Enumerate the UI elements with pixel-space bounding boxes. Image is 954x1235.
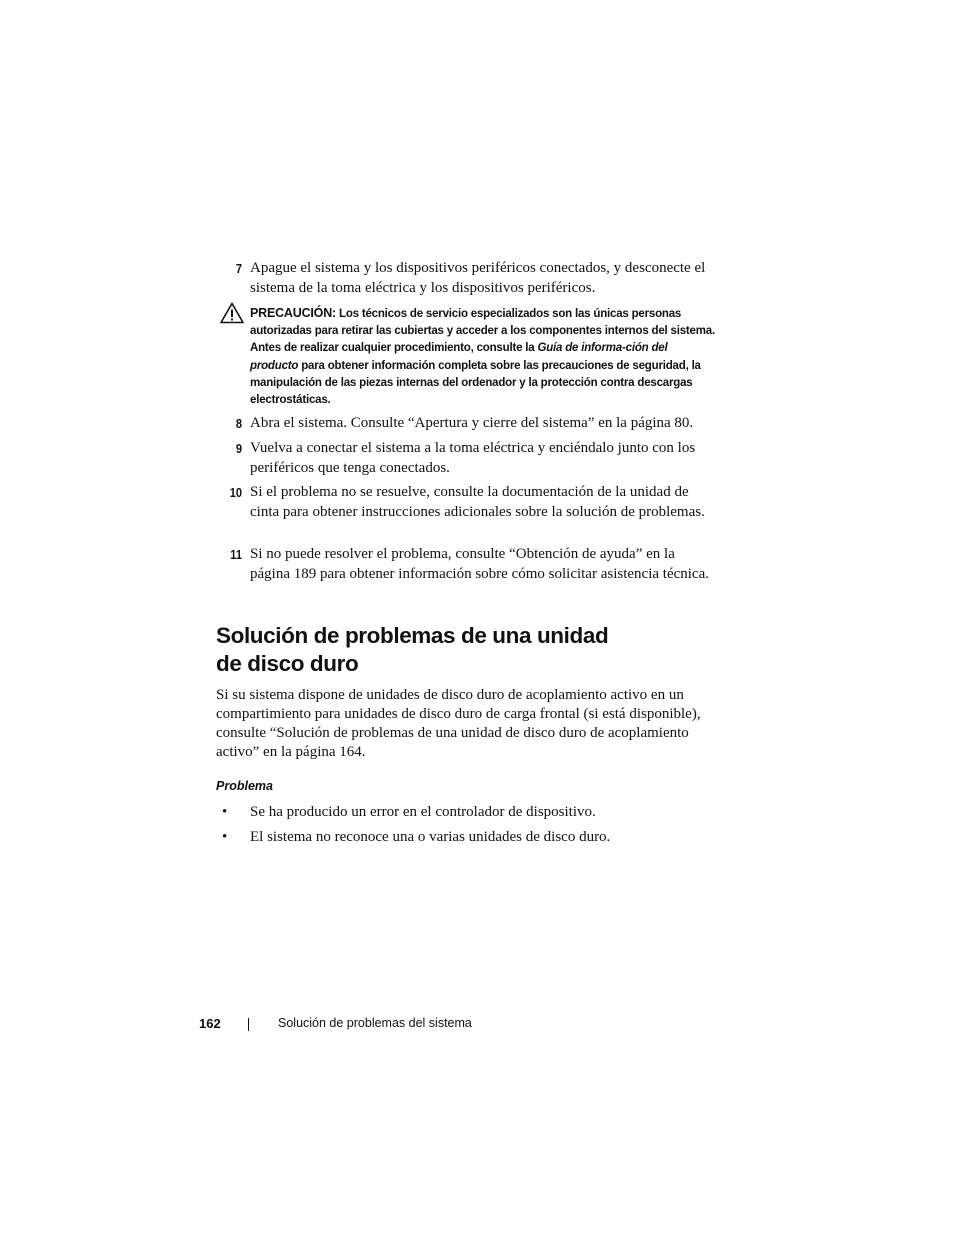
step-text: Si el problema no se resuelve, consulte la documentación de la unidad de cinta para obtener instrucciones adicionales sobre la solución de problemas.	[250, 484, 705, 520]
bullet-text: El sistema no reconoce una o varias unidades de disco duro.	[250, 829, 611, 845]
page-number: 162	[199, 1016, 221, 1031]
step-number: 7	[235, 261, 242, 276]
caution-text-after: para obtener información completa sobre las precauciones de seguridad, la manipulación de las piezas internas del ordenador y la protección contra descargas electrostáticas.	[250, 359, 701, 407]
caution-label: PRECAUCIÓN:	[250, 306, 336, 320]
step-11	[216, 545, 716, 584]
section-heading	[216, 622, 716, 678]
step-number: 10	[229, 485, 242, 500]
step-number: 9	[235, 441, 242, 456]
step-text: Apague el sistema y los dispositivos periféricos conectados, y desconecte el sistema de la toma eléctrica y los dispositivos periféricos.	[250, 260, 706, 296]
section-heading-line-1: Solución de problemas de una unidad	[216, 623, 609, 648]
step-7	[216, 259, 716, 298]
step-10	[216, 483, 716, 522]
section-heading-line-2: de disco duro	[216, 651, 359, 676]
bullet-dot: •	[222, 829, 228, 845]
step-number: 8	[235, 416, 242, 431]
step-text: Abra el sistema. Consulte “Apertura y cierre del sistema” en la página 80.	[250, 415, 694, 431]
step-8	[216, 414, 716, 434]
step-text: Vuelva a conectar el sistema a la toma eléctrica y enciéndalo junto con los periféricos que tenga conectados.	[250, 440, 696, 476]
problem-subheading: Problema	[216, 779, 273, 793]
bullet-text: Se ha producido un error en el controlador de dispositivo.	[250, 804, 596, 820]
step-text: Si no puede resolver el problema, consulte “Obtención de ayuda” en la página 189 para obtener información sobre cómo solicitar asistencia técnica.	[250, 546, 709, 582]
footer-divider	[248, 1018, 249, 1031]
footer-chapter-title: Solución de problemas del sistema	[278, 1016, 472, 1030]
bullet-item	[222, 828, 716, 847]
step-number: 11	[230, 547, 242, 562]
caution-guide-title: Guía de informa-ción del producto	[250, 342, 668, 372]
section-intro: Si su sistema dispone de unidades de disco duro de acoplamiento activo en un compartimiento para unidades de disco duro de carga frontal (si está disponible), consulte “Solución de problemas de una unidad de disco duro de acoplamiento activo” en la página 164.	[216, 687, 701, 760]
caution-notice	[250, 305, 716, 409]
warning-triangle-icon	[220, 302, 244, 324]
bullet-item	[222, 803, 716, 822]
caution-text-before: Los técnicos de servicio especializados son las únicas personas autorizadas para retirar las cubiertas y acceder a los componentes internos del sistema. Antes de realizar cualquier procedimiento, consulte la	[250, 308, 715, 355]
step-9	[216, 439, 716, 478]
bullet-dot: •	[222, 804, 228, 820]
